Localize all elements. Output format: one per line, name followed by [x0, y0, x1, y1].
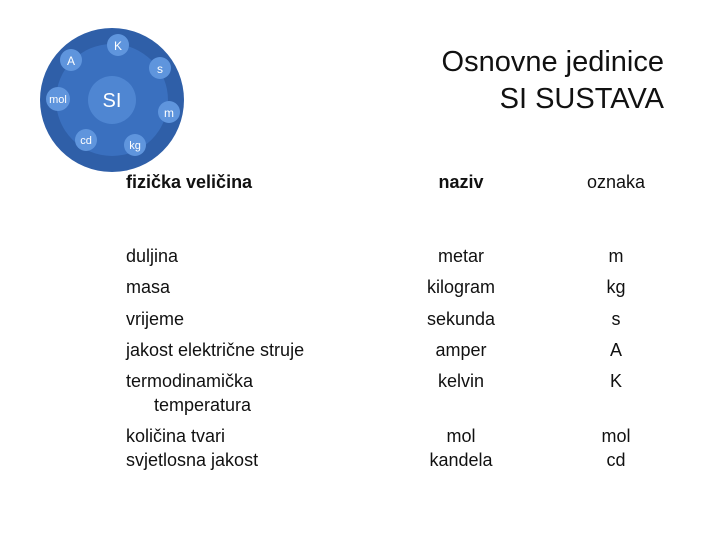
row-quantity-line-2: svjetlosna jakost — [126, 450, 259, 470]
title-line-1: Osnovne jedinice — [441, 46, 664, 78]
row-name: kelvin — [437, 371, 485, 391]
header-name: naziv — [438, 172, 484, 192]
row-quantity — [126, 424, 396, 472]
header-quantity: fizička veličina — [126, 172, 253, 192]
logo-unit-k: K — [113, 39, 123, 53]
row-quantity-line-1: termodinamička — [126, 371, 254, 391]
logo-unit-a: A — [66, 54, 76, 68]
row-symbol: m — [608, 246, 624, 266]
si-units-table — [126, 170, 686, 470]
logo-unit-s: s — [157, 62, 163, 76]
row-symbol: A — [609, 340, 622, 360]
logo-unit-mol: mol — [49, 94, 67, 106]
row-quantity: masa — [126, 277, 171, 297]
title-line-2: SI SUSTAVA — [499, 83, 664, 115]
slide-title — [442, 44, 664, 118]
logo-center-text: SI — [102, 90, 122, 112]
row-name-line-1: mol — [446, 426, 476, 446]
row-symbol: s — [611, 309, 621, 329]
row-quantity-line-2: temperatura — [154, 395, 252, 415]
row-quantity: vrijeme — [126, 309, 185, 329]
logo-unit-m: m — [164, 106, 174, 120]
row-name-line-2: kandela — [429, 450, 493, 470]
row-name: kilogram — [426, 277, 496, 297]
row-symbol — [566, 424, 666, 472]
si-logo-graphic — [30, 26, 200, 176]
logo-unit-cd: cd — [80, 135, 92, 147]
row-name — [396, 424, 526, 472]
row-quantity: jakost električne struje — [126, 340, 305, 360]
row-quantity: duljina — [126, 246, 179, 266]
header-symbol: oznaka — [586, 172, 646, 192]
row-symbol: kg — [606, 277, 626, 297]
row-name: metar — [437, 246, 484, 266]
row-symbol: K — [609, 371, 622, 391]
table-header — [126, 170, 686, 200]
logo-unit-kg: kg — [129, 140, 141, 152]
row-name: amper — [435, 340, 487, 360]
row-quantity-line-1: količina tvari — [126, 426, 226, 446]
row-symbol-line-1: mol — [601, 426, 631, 446]
si-logo — [30, 26, 200, 176]
row-quantity — [126, 369, 396, 417]
row-symbol-line-2: cd — [606, 450, 626, 470]
row-name: sekunda — [426, 309, 496, 329]
